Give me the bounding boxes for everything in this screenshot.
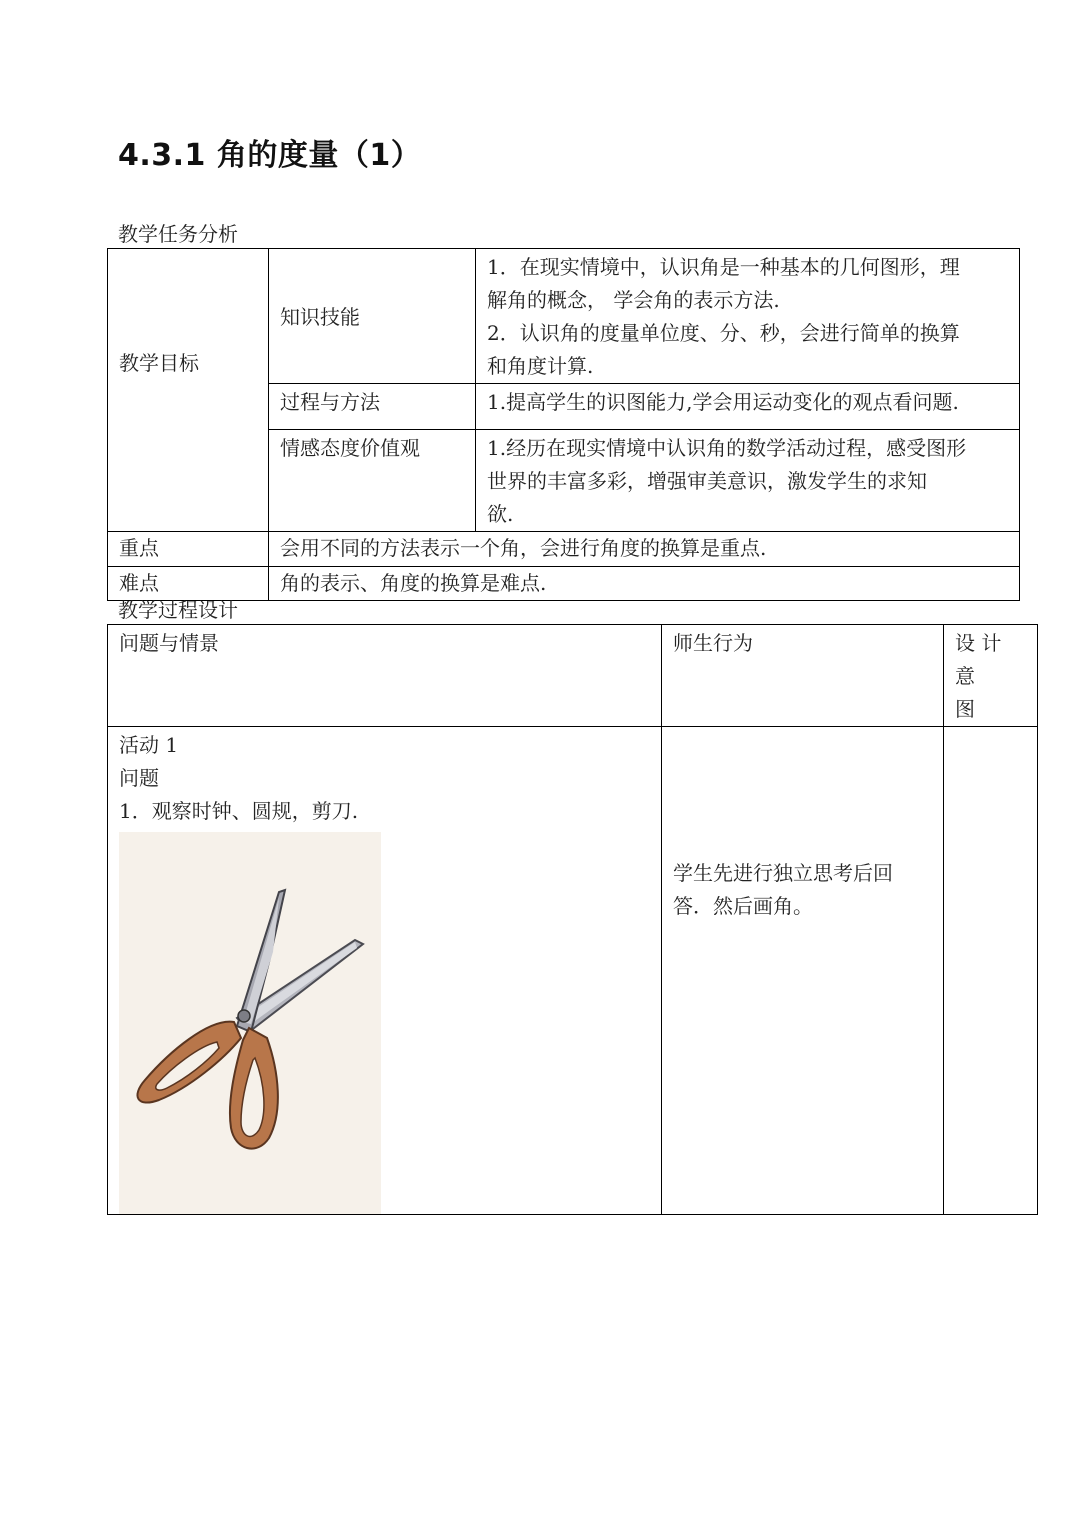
page-title: 4.3.1 角的度量（1） bbox=[118, 138, 422, 173]
student-action-line: 学生先进行独立思考后回 bbox=[673, 861, 893, 885]
question-label: 问题 bbox=[119, 766, 159, 790]
emotion-line: 1.经历在现实情境中认识角的数学活动过程，感受图形 bbox=[487, 436, 967, 460]
col-header-intent-line: 设 计 意 bbox=[955, 631, 1002, 688]
scissors-illustration bbox=[119, 832, 381, 1214]
key-text: 会用不同的方法表示一个角，会进行角度的换算是重点. bbox=[269, 532, 1020, 567]
process-design-caption: 教学过程设计 bbox=[118, 598, 238, 622]
activity-cell bbox=[108, 727, 662, 1215]
difficulty-text: 角的表示、角度的换算是难点. bbox=[269, 567, 1020, 601]
knowledge-line: 解角的概念， 学会角的表示方法. bbox=[487, 288, 780, 312]
col-header-intent-line: 图 bbox=[955, 697, 975, 721]
goals-label: 教学目标 bbox=[108, 249, 269, 532]
process-label: 过程与方法 bbox=[269, 384, 476, 430]
question-text: 1．观察时钟、圆规，剪刀. bbox=[119, 799, 359, 823]
student-action-cell bbox=[662, 727, 944, 1215]
knowledge-line: 和角度计算. bbox=[487, 354, 594, 378]
emotion-line: 世界的丰富多彩，增强审美意识，激发学生的求知 bbox=[487, 469, 927, 493]
key-label: 重点 bbox=[108, 532, 269, 567]
knowledge-label: 知识技能 bbox=[269, 249, 476, 384]
col-header-scenario: 问题与情景 bbox=[108, 625, 662, 727]
student-action-line: 答．然后画角。 bbox=[673, 894, 813, 918]
emotion-line: 欲. bbox=[487, 502, 514, 526]
knowledge-text bbox=[476, 249, 1020, 384]
col-header-action: 师生行为 bbox=[662, 625, 944, 727]
knowledge-line: 1．在现实情境中，认识角是一种基本的几何图形，理 bbox=[487, 255, 960, 279]
task-analysis-caption: 教学任务分析 bbox=[118, 222, 238, 246]
emotion-label: 情感态度价值观 bbox=[269, 430, 476, 532]
process-text: 1.提高学生的识图能力,学会用运动变化的观点看问题. bbox=[476, 384, 1020, 430]
col-header-intent bbox=[944, 625, 1038, 727]
difficulty-label: 难点 bbox=[108, 567, 269, 601]
activity-title: 活动 1 bbox=[119, 733, 179, 757]
design-intent-cell bbox=[944, 727, 1038, 1215]
process-design-table bbox=[107, 624, 1038, 1215]
emotion-text bbox=[476, 430, 1020, 532]
task-analysis-table bbox=[107, 248, 1020, 601]
knowledge-line: 2．认识角的度量单位度、分、秒，会进行简单的换算 bbox=[487, 321, 960, 345]
